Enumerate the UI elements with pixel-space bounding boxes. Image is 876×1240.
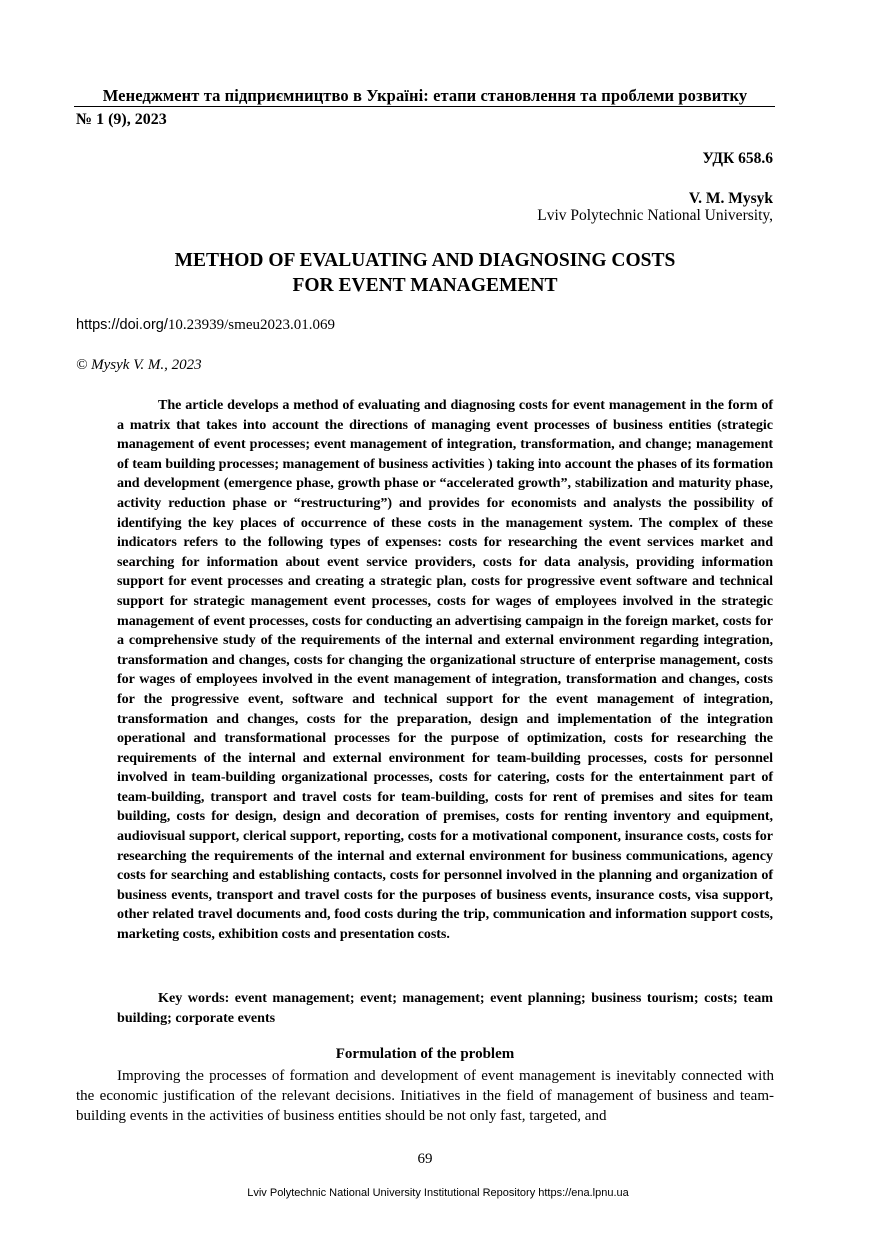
- udk-code: УДК 658.6: [702, 150, 773, 167]
- article-title: [76, 248, 774, 298]
- keywords: Key words: event management; event; management; event planning; business tourism; costs; team building; corporate events: [117, 990, 773, 1026]
- journal-title: Менеджмент та підприємництво в Україні: етапи становлення та проблеми розвитку: [102, 86, 748, 105]
- copyright-notice: © Mysyk V. M., 2023: [76, 357, 202, 373]
- doi-link[interactable]: [76, 317, 335, 334]
- abstract: The article develops a method of evaluating and diagnosing costs for event management in the form of a matrix that takes into account the directions of managing event processes of business entities (strategic management of event processes; event management of integration, transformation, and change; management of team building processes; management of business activities ) taking into account the phases of its formation and development (emergence phase, growth phase or “accelerated growth”, stabilization and maturity phase, activity reduction phase or “restructuring”) and provides for economists and analysts the possibility of identifying the key places of occurrence of these costs in the management system. The complex of these indicators refers to the following types of expenses: costs for researching the event services market and searching for information about event service providers, costs for data analysis, providing information support for event processes and creating a strategic plan, costs for progressive event software and technical support for strategic management event processes, costs for wages of employees involved in the strategic management of event processes, costs for conducting an advertising campaign in the foreign market, costs for a comprehensive study of the requirements of the internal and external environment regarding integration, transformation and changes, costs for changing the organizational structure of enterprise management, costs for wages of employees involved in the event management of integration, transformation and changes, costs for the progressive event, software and technical support for the event management of integration, transformation and changes, costs for the preparation, design and implementation of the integration operational and transformational processes for the purpose of optimization, costs for researching the requirements of the internal and external environment for team-building processes, costs for personnel involved in team-building organizational processes, costs for catering, costs for the entertainment part of team-building, transport and travel costs for team-building, costs for rent of premises and sites for team building, costs for design, design and decoration of premises, costs for renting inventory and equipment, audiovisual support, clerical support, reporting, costs for a motivational component, insurance costs, costs for researching the requirements of the internal and external environment for business communications, agency costs for searching and establishing contacts, costs for personnel involved in the planning and organization of business events, transport and travel costs for the purposes of business events, insurance costs, visa support, other related travel documents and, food costs during the trip, communication and information support costs, marketing costs, exhibition costs and presentation costs.: [117, 397, 773, 943]
- section-heading: Formulation of the problem: [335, 1046, 515, 1062]
- doi-suffix: 10.23939/smeu2023.01.069: [167, 317, 335, 333]
- page-number: 69: [417, 1151, 433, 1167]
- issue-number: № 1 (9), 2023: [76, 111, 167, 128]
- repository-footer: Lviv Polytechnic National University Institutional Repository https://ena.lpnu.ua: [247, 1187, 629, 1199]
- doi-prefix: https://doi.org/: [76, 317, 168, 333]
- body-paragraph: Improving the processes of formation and development of event management is inevitably connected with the economic justification of the relevant decisions. Initiatives in the field of management of business and team-building events in the activities of business entities should be not only fast, targeted, and: [76, 1068, 774, 1124]
- article-title-line-1: METHOD OF EVALUATING AND DIAGNOSING COSTS: [174, 250, 676, 271]
- header-rule: [74, 106, 775, 107]
- article-title-line-2: FOR EVENT MANAGEMENT: [292, 275, 558, 296]
- author-affiliation: Lviv Polytechnic National University,: [537, 207, 773, 224]
- author-name: V. M. Mysyk: [688, 190, 773, 207]
